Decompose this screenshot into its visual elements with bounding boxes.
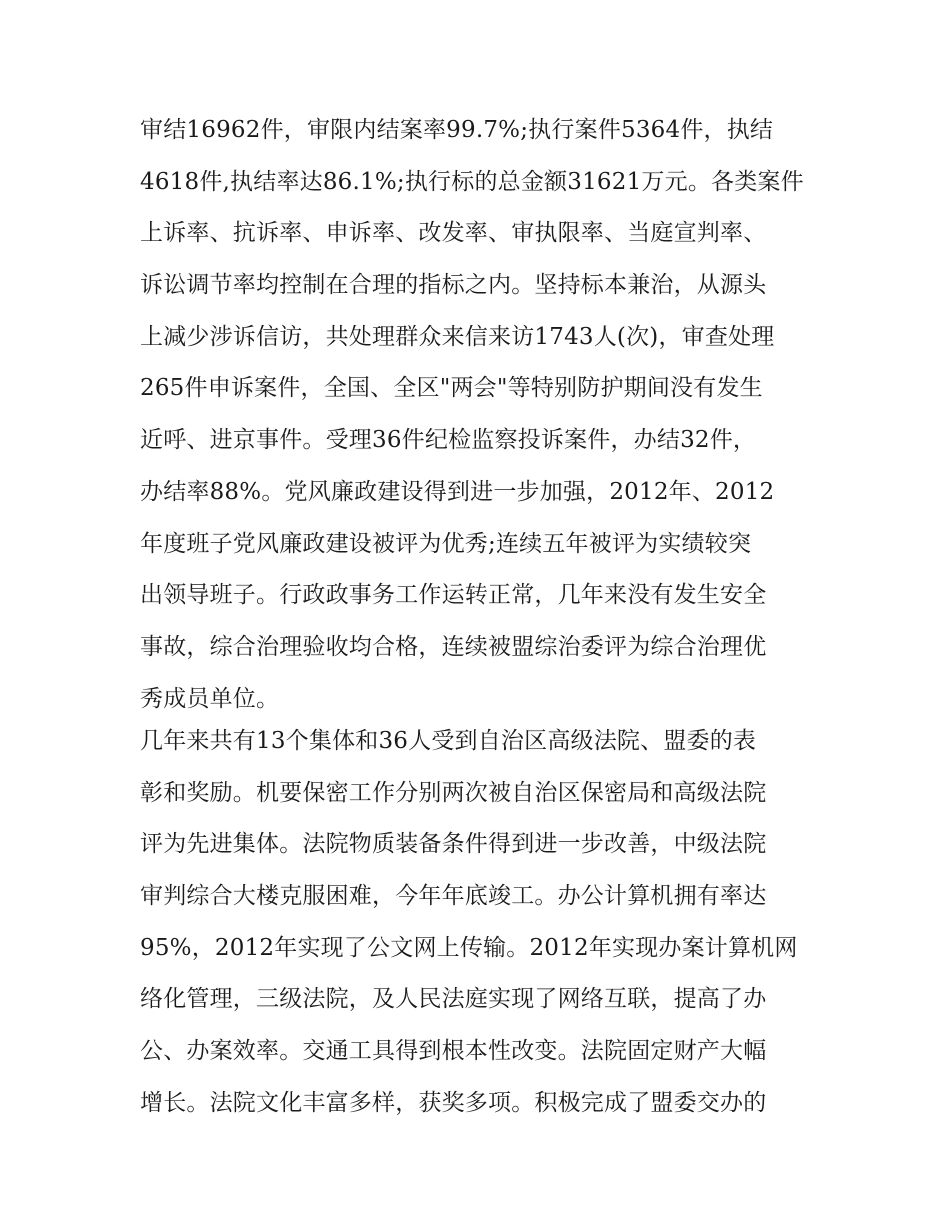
text-line: 上诉率、抗诉率、申诉率、改发率、审执限率、当庭宣判率、 (140, 220, 767, 247)
text-line: 95%，2012年实现了公文网上传输。2012年实现办案计算机网 (140, 934, 798, 961)
paragraph-case-statistics (140, 105, 830, 725)
text-line: 近呼、进京事件。受理36件纪检监察投诉案件，办结32件， (140, 427, 757, 454)
text-line: 审结16962件，审限内结案率99.7%;执行案件5364件，执结 (140, 117, 774, 143)
text-line: 事故，综合治理验收均合格，连续被盟综治委评为综合治理优 (140, 633, 767, 660)
text-line: 公、办案效率。交通工具得到根本性改变。法院固定财产大幅 (140, 1038, 767, 1065)
text-line: 上减少涉诉信访，共处理群众来信来访1743人(次)，审查处理 (140, 323, 775, 350)
text-line: 4618件,执结率达86.1%;执行标的总金额31621万元。各类案件 (140, 168, 804, 195)
text-line: 诉讼调节率均控制在合理的指标之内。坚持标本兼治，从源头 (140, 272, 767, 299)
text-line: 几年来共有13个集体和36人受到自治区高级法院、盟委的表 (140, 728, 757, 754)
text-line: 出领导班子。行政政事务工作运转正常，几年来没有发生安全 (140, 582, 767, 609)
text-line: 评为先进集体。法院物质装备条件得到进一步改善，中级法院 (140, 831, 767, 858)
text-line: 秀成员单位。 (140, 685, 280, 712)
text-line: 增长。法院文化丰富多样，获奖多项。积极完成了盟委交办的 (140, 1089, 767, 1116)
paragraph-awards-and-equipment (140, 716, 830, 1130)
text-line: 265件申诉案件，全国、全区"两会"等特别防护期间没有发生 (140, 375, 763, 402)
text-line: 审判综合大楼克服困难，今年年底竣工。办公计算机拥有率达 (140, 883, 767, 910)
text-line: 络化管理，三级法院，及人民法庭实现了网络互联，提高了办 (140, 986, 767, 1013)
text-line: 彰和奖励。机要保密工作分别两次被自治区保密局和高级法院 (140, 779, 767, 806)
text-line: 办结率88%。党风廉政建设得到进一步加强，2012年、2012 (140, 478, 775, 505)
text-line: 年度班子党风廉政建设被评为优秀;连续五年被评为实绩较突 (140, 530, 752, 557)
